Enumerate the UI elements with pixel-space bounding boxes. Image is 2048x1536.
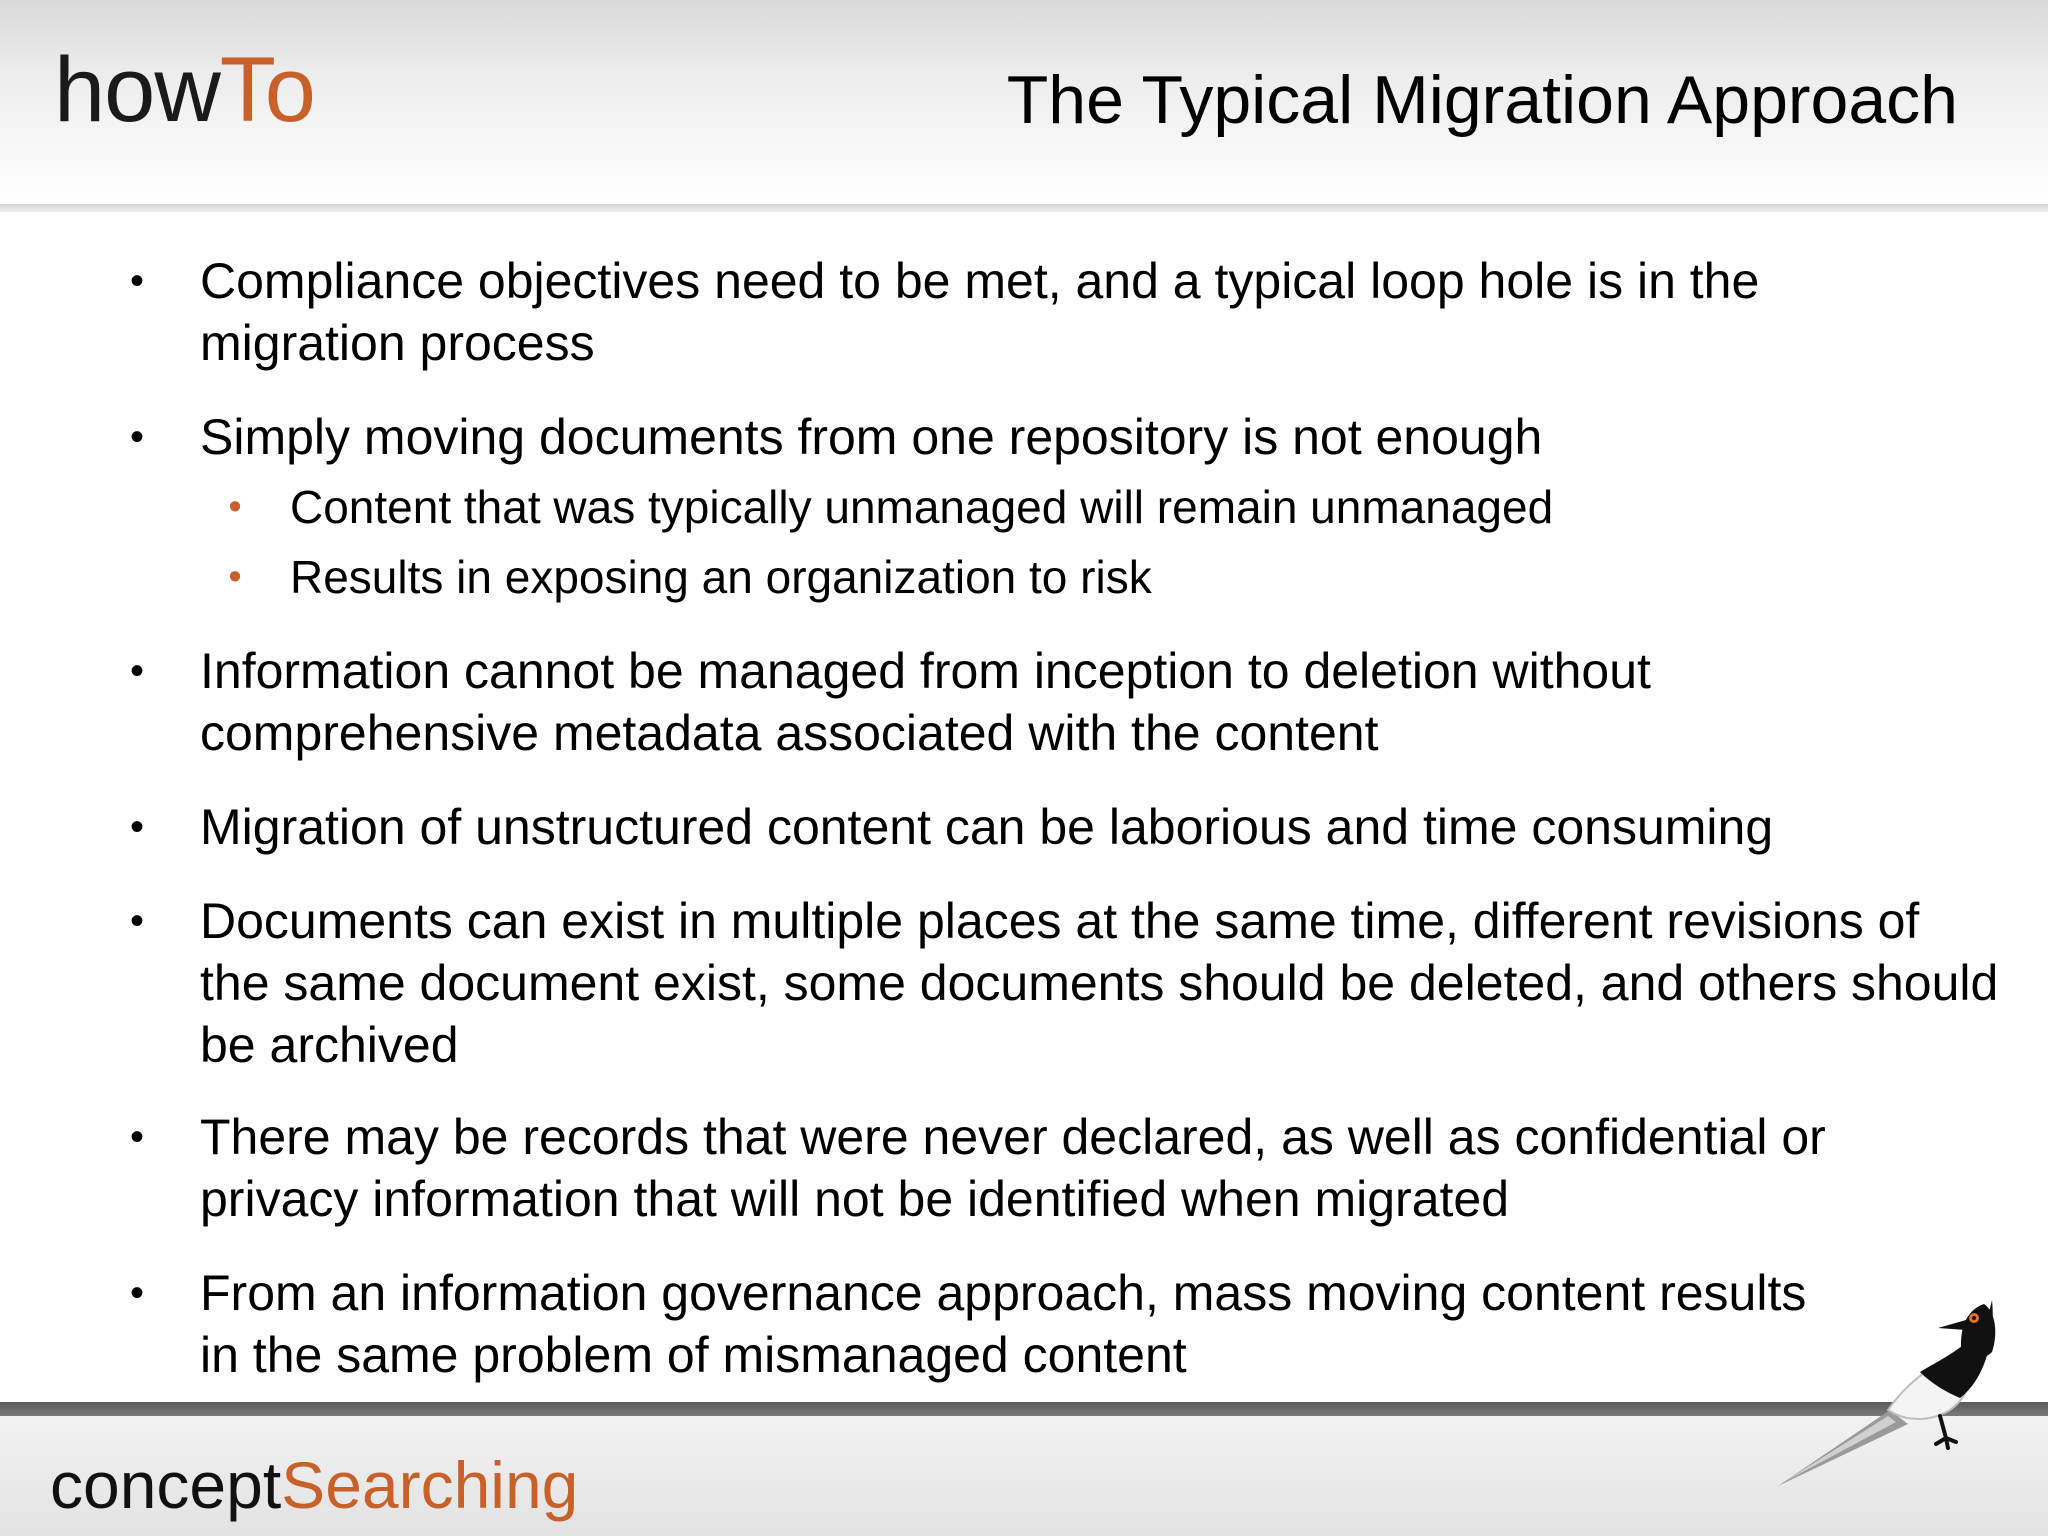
bullet-text: Simply moving documents from one repository is not enough	[200, 409, 1543, 465]
logo-to: To	[219, 39, 315, 141]
bullet-item	[129, 1106, 1900, 1230]
bullet-dot: •	[129, 259, 144, 303]
bullet-item	[129, 796, 1980, 858]
bullet-text: Migration of unstructured content can be laborious and time consuming	[200, 799, 1774, 855]
conceptsearching-logo	[50, 1448, 579, 1522]
bullet-item	[129, 1262, 1840, 1386]
sub-bullet-item	[228, 548, 1970, 606]
header-divider	[0, 204, 2048, 212]
bullet-dot: •	[129, 805, 144, 849]
sub-bullet-item	[228, 478, 1970, 536]
brand-concept: concept	[50, 1448, 282, 1522]
bullet-text: Information cannot be managed from inception to deletion without comprehensive metadata associated with the content	[200, 643, 1651, 761]
slide-title: The Typical Migration Approach	[1006, 62, 1958, 138]
bullet-dot: •	[129, 415, 144, 459]
bullet-text: Compliance objectives need to be met, and a typical loop hole is in the migration process	[200, 253, 1760, 371]
bullet-dot: •	[129, 1271, 144, 1315]
bullet-dot: •	[129, 649, 144, 693]
bullet-item	[129, 890, 2000, 1076]
bullet-item	[129, 406, 1980, 468]
bullet-text: Documents can exist in multiple places at the same time, different revisions of the same document exist, some documents should be deleted, and others should be archived	[200, 893, 1999, 1073]
howto-logo	[54, 39, 315, 141]
bullet-item	[129, 250, 1860, 374]
brand-searching: Searching	[281, 1448, 579, 1522]
sub-bullet-text: Results in exposing an organization to risk	[290, 551, 1152, 603]
bullet-dot: •	[129, 899, 144, 943]
bullet-text: From an information governance approach, mass moving content results in the same problem of mismanaged content	[200, 1265, 1807, 1383]
logo-how: how	[54, 39, 220, 141]
footer-divider	[0, 1402, 2048, 1416]
bullet-dot: •	[129, 1115, 144, 1159]
magpie-icon	[1770, 1260, 2000, 1490]
bullet-text: There may be records that were never declared, as well as confidential or privacy information that will not be identified when migrated	[200, 1109, 1826, 1227]
bullet-item	[129, 640, 1780, 764]
sub-bullet-dot: •	[228, 556, 242, 598]
sub-bullet-dot: •	[228, 486, 242, 528]
sub-bullet-text: Content that was typically unmanaged will remain unmanaged	[290, 481, 1554, 533]
